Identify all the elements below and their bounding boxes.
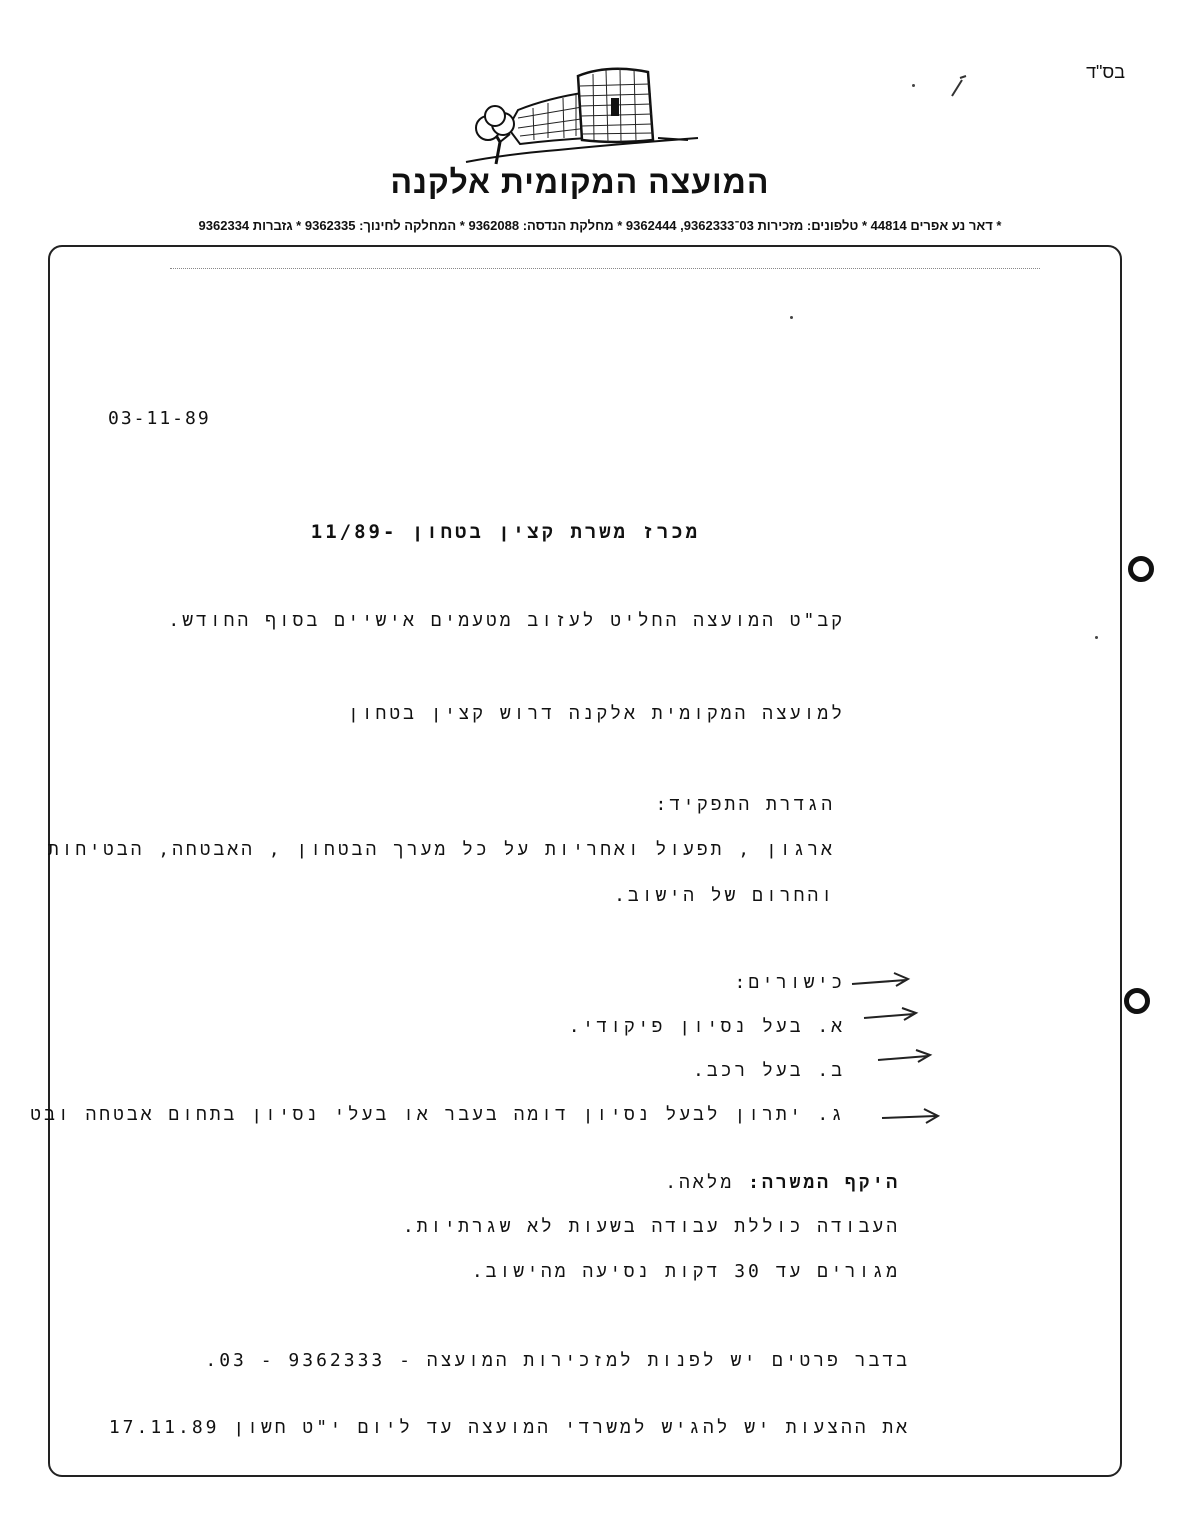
paragraph-position: למועצה המקומית אלקנה דרוש קצין בטחון bbox=[347, 703, 845, 724]
qualifications-title: כישורים: bbox=[734, 972, 845, 993]
council-logo-tower-icon bbox=[448, 58, 708, 170]
punch-hole bbox=[1128, 556, 1154, 582]
qualification-item: ב. בעל רכב. bbox=[693, 1060, 845, 1081]
scan-speck bbox=[912, 84, 915, 87]
role-definition-title: הגדרת התפקיד: bbox=[655, 794, 835, 815]
scan-speck bbox=[1095, 636, 1098, 639]
letter-subject: מכרז משרת קצין בטחון -11/89 bbox=[310, 521, 700, 543]
employment-scope bbox=[665, 1172, 900, 1194]
qualification-item: ג. יתרון לבעל נסיון דומה בעבר או בעלי נסיון בתחום אבטחה ובט bbox=[30, 1104, 845, 1125]
handwritten-arrow-icon bbox=[850, 968, 912, 992]
punch-hole bbox=[1124, 988, 1150, 1014]
bhd-mark: בס"ד bbox=[1086, 62, 1125, 82]
role-definition-line: ארגון , תפעול ואחריות על כל מערך הבטחון , האבטחה, הבטיחות bbox=[47, 839, 835, 860]
pen-mark-icon bbox=[948, 74, 972, 100]
qualification-item: א. בעל נסיון פיקודי. bbox=[568, 1016, 845, 1037]
council-name-title: המועצה המקומית אלקנה bbox=[390, 164, 770, 200]
letter-frame bbox=[48, 245, 1122, 1477]
employment-scope-label: היקף המשרה: bbox=[748, 1172, 900, 1193]
paragraph-resignation: קב"ט המועצה החליט לעזוב מטעמים אישיים בסוף החודש. bbox=[168, 610, 845, 631]
letter-date: 03-11-89 bbox=[108, 408, 211, 429]
deadline-line: את ההצעות יש להגיש למשרדי המועצה עד ליום י"ט חשון 17.11.89 bbox=[108, 1417, 910, 1438]
scan-artifact bbox=[170, 268, 1040, 271]
contact-details-line: בדבר פרטים יש לפנות למזכירות המועצה - 9362333 - 03. bbox=[205, 1350, 910, 1371]
handwritten-arrow-icon bbox=[880, 1104, 942, 1128]
employment-scope-line: מגורים עד 30 דקות נסיעה מהישוב. bbox=[471, 1261, 900, 1282]
scan-speck bbox=[790, 316, 793, 319]
role-definition-line: והחרום של הישוב. bbox=[614, 885, 835, 906]
employment-scope-value: מלאה. bbox=[665, 1172, 735, 1193]
handwritten-arrow-icon bbox=[862, 1004, 920, 1026]
employment-scope-line: העבודה כוללת עבודה בשעות לא שגרתיות. bbox=[402, 1216, 900, 1237]
council-contact-line: * דאר נע אפרים 44814 * טלפונים: מזכירות 03־9362333, 9362444 * מחלקת הנדסה: 9362088 * המחלקה לחינוך: 9362335 * גזברות 9362334 bbox=[198, 218, 1002, 233]
handwritten-arrow-icon bbox=[876, 1046, 934, 1068]
